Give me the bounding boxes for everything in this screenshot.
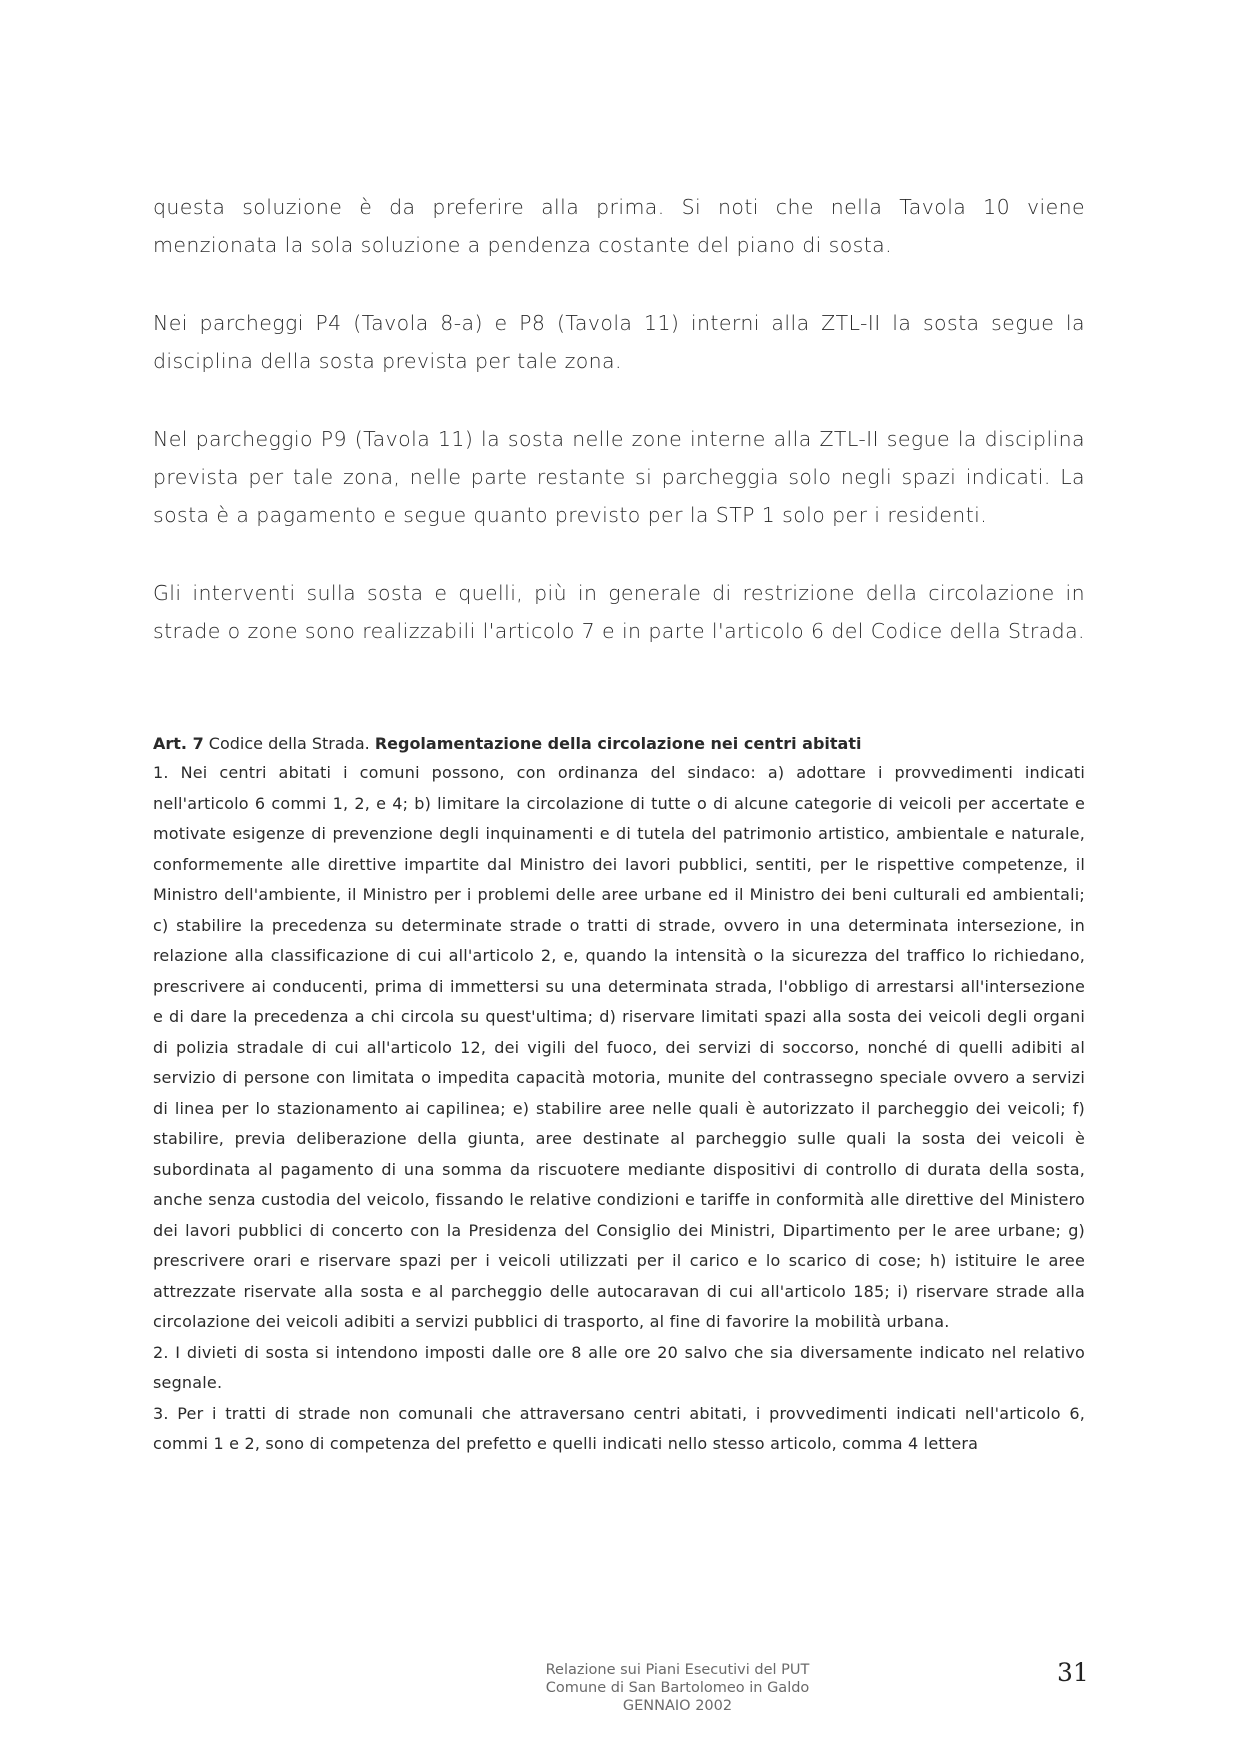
article-comma: 3. Per i tratti di strade non comunali che attraversano centri abitati, i provvedimenti indicati nell'articolo 6, commi 1 e 2, sono di competenza del prefetto e quelli indicati nello stesso articolo, comma 4 lettera	[153, 1403, 1085, 1453]
footer-date: GENNAIO 2002	[622, 1698, 733, 1714]
footer-municipality: Comune di San Bartolomeo in Galdo	[545, 1680, 810, 1696]
page-number: 31	[1057, 1658, 1089, 1687]
document-body	[153, 188, 1085, 690]
article-comma: 1. Nei centri abitati i comuni possono, con ordinanza del sindaco: a) adottare i provvedimenti indicati nell'articolo 6 commi 1, 2, e 4; b) limitare la circolazione di tutte o di alcune categorie di veicoli per accertate e motivate esigenze di prevenzione degli inquinamenti e di tutela del patrimonio artistico, ambientale e naturale, conformemente alle direttive impartite dal Ministro dei lavori pubblici, sentiti, per le rispettive competenze, il Ministro dell'ambiente, il Ministro per i problemi delle aree urbane ed il Ministro dei beni culturali ed ambientali; c) stabilire la precedenza su determinate strade o tratti di strade, ovvero in una determinata intersezione, in relazione alla classificazione di cui all'articolo 2, e, quando la intensità o la sicurezza del traffico lo richiedano, prescrivere ai conducenti, prima di immettersi su una determinata strada, l'obbligo di arrestarsi all'intersezione e di dare la precedenza a chi circola su quest'ultima; d) riservare limitati spazi alla sosta dei veicoli degli organi di polizia stradale di cui all'articolo 12, dei vigili del fuoco, dei servizi di soccorso, nonché di quelli adibiti al servizio di persone con limitata o impedita capacità motoria, munite del contrassegno speciale ovvero a servizi di linea per lo stazionamento ai capilinea; e) stabilire aree nelle quali è autorizzato il parcheggio dei veicoli; f) stabilire, previa deliberazione della giunta, aree destinate al parcheggio sulle quali la sosta dei veicoli è subordinata al pagamento di una somma da riscuotere mediante dispositivi di controllo di durata della sosta, anche senza custodia del veicolo, fissando le relative condizioni e tariffe in conformità alle direttive del Ministero dei lavori pubblici di concerto con la Presidenza del Consiglio dei Ministri, Dipartimento per le aree urbane; g) prescrivere orari e riservare spazi per i veicoli utilizzati per il carico e lo scarico di cose; h) istituire le aree attrezzate riservate alla sosta e al parcheggio delle autocaravan di cui all'articolo 185; i) riservare strade alla circolazione dei veicoli adibiti a servizi pubblici di trasporto, al fine di favorire la mobilità urbana.	[153, 763, 1085, 1331]
body-paragraph: Nel parcheggio P9 (Tavola 11) la sosta nelle zone interne alla ZTL-II segue la disciplina prevista per tale zona, nelle parte restante si parcheggia solo negli spazi indicati. La sosta è a pagamento e segue quanto previsto per la STP 1 solo per i residenti.	[153, 427, 1085, 527]
footer-report-title: Relazione sui Piani Esecutivi del PUT	[545, 1662, 810, 1678]
article-code-name: Codice della Strada.	[203, 734, 375, 753]
article-quote	[153, 730, 1085, 1460]
body-paragraph: Nei parcheggi P4 (Tavola 8-a) e P8 (Tavola 11) interni alla ZTL-II la sosta segue la disciplina della sosta prevista per tale zona.	[153, 311, 1085, 373]
body-paragraph: questa soluzione è da preferire alla prima. Si noti che nella Tavola 10 viene menzionata la sola soluzione a pendenza costante del piano di sosta.	[153, 195, 1085, 257]
page-footer	[0, 1661, 1240, 1715]
body-paragraph: Gli interventi sulla sosta e quelli, più in generale di restrizione della circolazione in strade o zone sono realizzabili l'articolo 7 e in parte l'articolo 6 del Codice della Strada.	[153, 581, 1085, 643]
article-title: Regolamentazione della circolazione nei centri abitati	[374, 734, 862, 753]
article-heading	[153, 730, 1085, 758]
article-comma: 2. I divieti di sosta si intendono imposti dalle ore 8 alle ore 20 salvo che sia diversamente indicato nel relativo segnale.	[153, 1342, 1085, 1392]
article-number: Art. 7	[153, 734, 204, 753]
